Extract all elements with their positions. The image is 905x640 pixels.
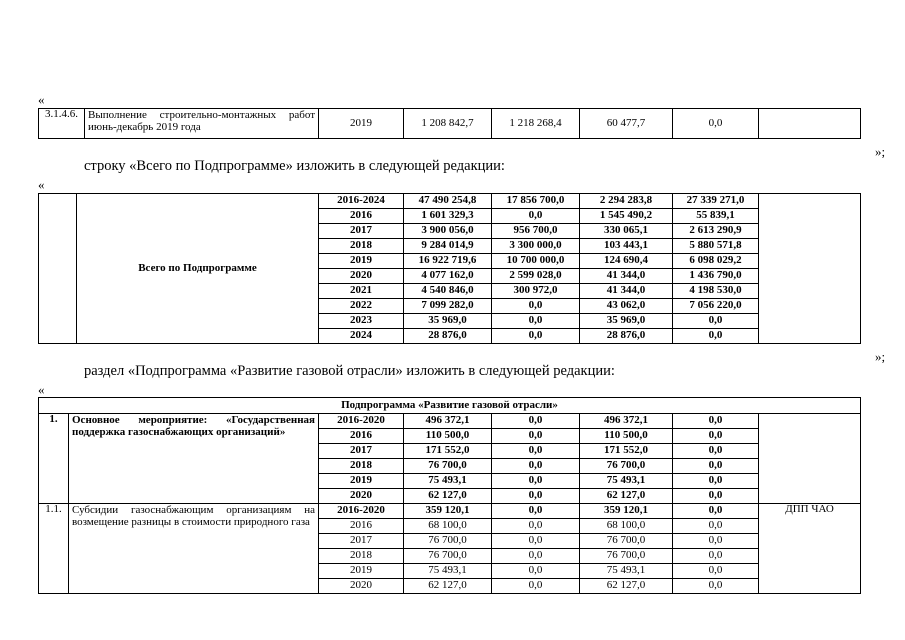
row-year: 2019 (319, 109, 404, 139)
federal-cell: 0,0 (492, 549, 580, 564)
federal-cell: 0,0 (492, 429, 580, 444)
federal-cell: 0,0 (492, 504, 580, 519)
subprogram-header: Подпрограмма «Развитие газовой отрасли» (39, 398, 861, 414)
other-cell: 0,0 (673, 564, 759, 579)
federal-cell: 0,0 (492, 519, 580, 534)
regional-cell: 76 700,0 (580, 534, 673, 549)
table-row (39, 194, 861, 209)
federal-cell: 0,0 (492, 209, 580, 224)
year-cell: 2017 (319, 534, 404, 549)
main-activity-responsible (759, 414, 861, 504)
other-cell: 55 839,1 (673, 209, 759, 224)
total-cell: 68 100,0 (404, 519, 492, 534)
total-cell: 3 900 056,0 (404, 224, 492, 239)
total-label: Всего по Подпрограмме (77, 194, 319, 344)
year-cell: 2020 (319, 489, 404, 504)
regional-cell: 76 700,0 (580, 459, 673, 474)
regional-cell: 41 344,0 (580, 284, 673, 299)
other-cell: 27 339 271,0 (673, 194, 759, 209)
regional-cell: 43 062,0 (580, 299, 673, 314)
main-activity-number: 1. (39, 414, 69, 504)
table-row (39, 414, 861, 429)
year-cell: 2019 (319, 474, 404, 489)
federal-cell: 17 856 700,0 (492, 194, 580, 209)
federal-cell: 0,0 (492, 444, 580, 459)
row-regional: 60 477,7 (580, 109, 673, 139)
other-cell: 0,0 (673, 504, 759, 519)
table-total-subprogram (38, 193, 861, 344)
year-cell: 2016 (319, 519, 404, 534)
regional-cell: 496 372,1 (580, 414, 673, 429)
total-cell: 359 120,1 (404, 504, 492, 519)
regional-cell: 110 500,0 (580, 429, 673, 444)
federal-cell: 2 599 028,0 (492, 269, 580, 284)
year-cell: 2020 (319, 269, 404, 284)
other-cell: 0,0 (673, 429, 759, 444)
row-total: 1 208 842,7 (404, 109, 492, 139)
other-cell: 0,0 (673, 534, 759, 549)
row-number: 3.1.4.6. (39, 109, 85, 139)
federal-cell: 0,0 (492, 414, 580, 429)
federal-cell: 10 700 000,0 (492, 254, 580, 269)
year-cell: 2018 (319, 549, 404, 564)
total-cell: 9 284 014,9 (404, 239, 492, 254)
total-cell: 1 601 329,3 (404, 209, 492, 224)
year-cell: 2022 (319, 299, 404, 314)
subsidy-activity-responsible: ДПП ЧАО (759, 504, 861, 594)
close-mark-2: »; (875, 349, 886, 364)
total-cell: 110 500,0 (404, 429, 492, 444)
total-cell: 4 077 162,0 (404, 269, 492, 284)
other-cell: 0,0 (673, 444, 759, 459)
other-cell: 2 613 290,9 (673, 224, 759, 239)
table-gas-subprogram (38, 397, 861, 594)
row-name: Выполнение строительно-монтажных работ июнь-декабрь 2019 года (85, 109, 319, 139)
regional-cell: 75 493,1 (580, 564, 673, 579)
total-cell: 28 876,0 (404, 329, 492, 344)
regional-cell: 103 443,1 (580, 239, 673, 254)
federal-cell: 300 972,0 (492, 284, 580, 299)
total-cell: 76 700,0 (404, 459, 492, 474)
other-cell: 5 880 571,8 (673, 239, 759, 254)
other-cell: 0,0 (673, 579, 759, 594)
year-cell: 2016-2020 (319, 504, 404, 519)
other-cell: 1 436 790,0 (673, 269, 759, 284)
open-quote-1: « (38, 92, 45, 107)
regional-cell: 1 545 490,2 (580, 209, 673, 224)
federal-cell: 0,0 (492, 329, 580, 344)
row-responsible (759, 109, 861, 139)
other-cell: 0,0 (673, 549, 759, 564)
year-cell: 2016 (319, 209, 404, 224)
table-row (39, 504, 861, 519)
row-federal: 1 218 268,4 (492, 109, 580, 139)
year-cell: 2017 (319, 224, 404, 239)
other-cell: 0,0 (673, 489, 759, 504)
open-quote-2: « (38, 177, 45, 192)
paragraph-1: строку «Всего по Подпрограмме» изложить в следующей редакции: (84, 158, 505, 174)
total-cell: 75 493,1 (404, 564, 492, 579)
federal-cell: 0,0 (492, 299, 580, 314)
open-quote-3: « (38, 382, 45, 397)
federal-cell: 0,0 (492, 579, 580, 594)
year-cell: 2020 (319, 579, 404, 594)
table-row-3146 (38, 108, 861, 139)
regional-cell: 330 065,1 (580, 224, 673, 239)
regional-cell: 62 127,0 (580, 579, 673, 594)
regional-cell: 62 127,0 (580, 489, 673, 504)
total-cell: 35 969,0 (404, 314, 492, 329)
regional-cell: 68 100,0 (580, 519, 673, 534)
other-cell: 0,0 (673, 329, 759, 344)
subsidy-activity-name: Субсидии газоснабжающим организациям на возмещение разницы в стоимости природного газа (69, 504, 319, 594)
total-cell: 4 540 846,0 (404, 284, 492, 299)
regional-cell: 171 552,0 (580, 444, 673, 459)
federal-cell: 0,0 (492, 314, 580, 329)
year-cell: 2021 (319, 284, 404, 299)
main-activity-name: Основное мероприятие: «Государственная поддержка газоснабжающих организаций» (69, 414, 319, 504)
regional-cell: 2 294 283,8 (580, 194, 673, 209)
year-cell: 2023 (319, 314, 404, 329)
other-cell: 0,0 (673, 474, 759, 489)
total-cell: 62 127,0 (404, 579, 492, 594)
row-other: 0,0 (673, 109, 759, 139)
year-cell: 2017 (319, 444, 404, 459)
total-cell: 47 490 254,8 (404, 194, 492, 209)
total-cell: 62 127,0 (404, 489, 492, 504)
regional-cell: 35 969,0 (580, 314, 673, 329)
year-cell: 2018 (319, 239, 404, 254)
federal-cell: 0,0 (492, 489, 580, 504)
federal-cell: 0,0 (492, 564, 580, 579)
responsible-cell (759, 194, 861, 344)
year-cell: 2019 (319, 564, 404, 579)
total-cell: 16 922 719,6 (404, 254, 492, 269)
year-cell: 2018 (319, 459, 404, 474)
other-cell: 0,0 (673, 519, 759, 534)
total-cell: 171 552,0 (404, 444, 492, 459)
year-cell: 2024 (319, 329, 404, 344)
other-cell: 4 198 530,0 (673, 284, 759, 299)
subsidy-activity-number: 1.1. (39, 504, 69, 594)
total-cell: 76 700,0 (404, 549, 492, 564)
federal-cell: 0,0 (492, 459, 580, 474)
year-cell: 2016-2020 (319, 414, 404, 429)
total-cell: 75 493,1 (404, 474, 492, 489)
regional-cell: 359 120,1 (580, 504, 673, 519)
total-cell: 496 372,1 (404, 414, 492, 429)
total-cell: 7 099 282,0 (404, 299, 492, 314)
paragraph-2: раздел «Подпрограмма «Развитие газовой отрасли» изложить в следующей редакции: (84, 363, 615, 379)
other-cell: 6 098 029,2 (673, 254, 759, 269)
other-cell: 0,0 (673, 459, 759, 474)
federal-cell: 3 300 000,0 (492, 239, 580, 254)
federal-cell: 0,0 (492, 474, 580, 489)
regional-cell: 41 344,0 (580, 269, 673, 284)
close-mark-1: »; (875, 144, 886, 159)
regional-cell: 28 876,0 (580, 329, 673, 344)
other-cell: 7 056 220,0 (673, 299, 759, 314)
total-cell: 76 700,0 (404, 534, 492, 549)
year-cell: 2016-2024 (319, 194, 404, 209)
regional-cell: 76 700,0 (580, 549, 673, 564)
federal-cell: 956 700,0 (492, 224, 580, 239)
empty-cell (39, 194, 77, 344)
other-cell: 0,0 (673, 314, 759, 329)
federal-cell: 0,0 (492, 534, 580, 549)
regional-cell: 75 493,1 (580, 474, 673, 489)
regional-cell: 124 690,4 (580, 254, 673, 269)
year-cell: 2016 (319, 429, 404, 444)
year-cell: 2019 (319, 254, 404, 269)
other-cell: 0,0 (673, 414, 759, 429)
